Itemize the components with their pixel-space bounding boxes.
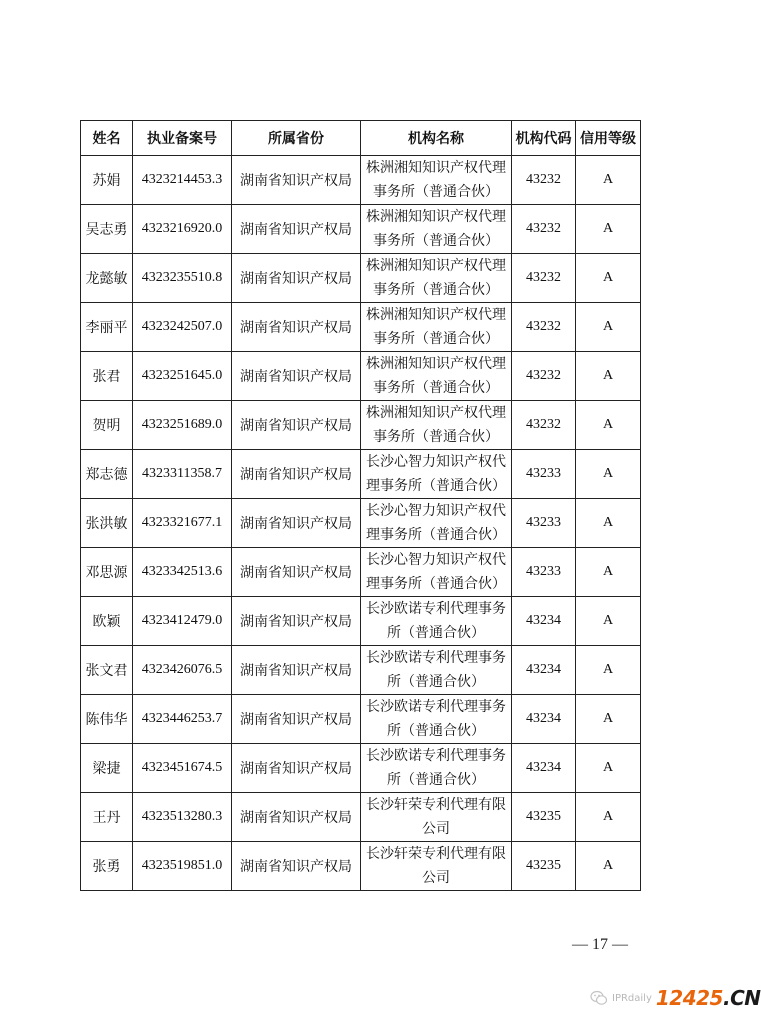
cell-org-name	[361, 744, 512, 793]
org-name-line-2: 事务所（普通合伙）	[373, 233, 499, 249]
cell-name: 苏娟	[81, 156, 133, 205]
site-logo-suffix: .CN	[722, 986, 761, 1010]
cell-org-code: 43235	[512, 842, 576, 891]
table-row	[81, 205, 641, 254]
cell-name: 张勇	[81, 842, 133, 891]
header-org-name: 机构名称	[361, 121, 512, 156]
org-name-line-2: 理事务所（普通合伙）	[366, 576, 506, 592]
table-body	[81, 156, 641, 891]
org-name-line-2: 所（普通合伙）	[387, 674, 485, 690]
cell-org-code: 43232	[512, 205, 576, 254]
cell-province: 湖南省知识产权局	[232, 842, 361, 891]
cell-org-name	[361, 842, 512, 891]
org-name-line-2: 理事务所（普通合伙）	[366, 527, 506, 543]
cell-record-no: 4323242507.0	[133, 303, 232, 352]
org-name-line-1: 长沙轩荣专利代理有限	[366, 797, 506, 813]
cell-record-no: 4323214453.3	[133, 156, 232, 205]
cell-province: 湖南省知识产权局	[232, 156, 361, 205]
cell-record-no: 4323342513.6	[133, 548, 232, 597]
org-name-line-1: 长沙欧诺专利代理事务	[366, 650, 506, 666]
cell-record-no: 4323412479.0	[133, 597, 232, 646]
org-name-line-2: 所（普通合伙）	[387, 625, 485, 641]
org-name-line-1: 长沙欧诺专利代理事务	[366, 699, 506, 715]
cell-province: 湖南省知识产权局	[232, 352, 361, 401]
cell-credit-grade: A	[576, 352, 641, 401]
watermark-faint-text: IPRdaily	[612, 992, 652, 1004]
header-credit-grade: 信用等级	[576, 121, 641, 156]
table-row	[81, 793, 641, 842]
org-name-line-2: 公司	[422, 821, 450, 837]
org-name-line-1: 株洲湘知知识产权代理	[366, 209, 506, 225]
cell-org-code: 43235	[512, 793, 576, 842]
cell-org-name	[361, 793, 512, 842]
org-name-line-1: 长沙心智力知识产权代	[366, 454, 506, 470]
cell-org-name	[361, 303, 512, 352]
org-name-line-1: 长沙心智力知识产权代	[366, 503, 506, 519]
table-row	[81, 548, 641, 597]
org-name-line-2: 事务所（普通合伙）	[373, 380, 499, 396]
org-name-line-1: 株洲湘知知识产权代理	[366, 356, 506, 372]
cell-org-name	[361, 695, 512, 744]
cell-province: 湖南省知识产权局	[232, 646, 361, 695]
org-name-line-2: 事务所（普通合伙）	[373, 184, 499, 200]
cell-org-name	[361, 548, 512, 597]
cell-credit-grade: A	[576, 401, 641, 450]
site-logo-main: 12425	[655, 986, 723, 1010]
cell-name: 郑志德	[81, 450, 133, 499]
cell-credit-grade: A	[576, 548, 641, 597]
cell-province: 湖南省知识产权局	[232, 695, 361, 744]
cell-org-name	[361, 205, 512, 254]
cell-org-code: 43234	[512, 744, 576, 793]
table-row	[81, 597, 641, 646]
cell-record-no: 4323311358.7	[133, 450, 232, 499]
page-number: — 17 —	[572, 936, 628, 953]
header-record-no: 执业备案号	[133, 121, 232, 156]
header-org-code: 机构代码	[512, 121, 576, 156]
table-row	[81, 401, 641, 450]
cell-credit-grade: A	[576, 842, 641, 891]
cell-credit-grade: A	[576, 597, 641, 646]
cell-org-name	[361, 254, 512, 303]
cell-record-no: 4323513280.3	[133, 793, 232, 842]
cell-credit-grade: A	[576, 303, 641, 352]
table-row	[81, 842, 641, 891]
cell-record-no: 4323216920.0	[133, 205, 232, 254]
org-name-line-2: 所（普通合伙）	[387, 772, 485, 788]
cell-org-code: 43233	[512, 450, 576, 499]
cell-credit-grade: A	[576, 450, 641, 499]
header-name: 姓名	[81, 121, 133, 156]
cell-province: 湖南省知识产权局	[232, 597, 361, 646]
cell-org-code: 43232	[512, 156, 576, 205]
site-logo	[656, 986, 761, 1010]
cell-province: 湖南省知识产权局	[232, 548, 361, 597]
cell-credit-grade: A	[576, 646, 641, 695]
org-name-line-2: 事务所（普通合伙）	[373, 429, 499, 445]
cell-record-no: 4323446253.7	[133, 695, 232, 744]
wechat-icon	[590, 989, 608, 1007]
org-name-line-1: 株洲湘知知识产权代理	[366, 405, 506, 421]
cell-org-name	[361, 450, 512, 499]
cell-org-name	[361, 597, 512, 646]
org-name-line-1: 长沙欧诺专利代理事务	[366, 601, 506, 617]
header-province: 所属省份	[232, 121, 361, 156]
org-name-line-1: 株洲湘知知识产权代理	[366, 307, 506, 323]
cell-org-code: 43233	[512, 499, 576, 548]
org-name-line-1: 长沙心智力知识产权代	[366, 552, 506, 568]
org-name-line-2: 事务所（普通合伙）	[373, 331, 499, 347]
cell-credit-grade: A	[576, 793, 641, 842]
cell-province: 湖南省知识产权局	[232, 744, 361, 793]
org-name-line-2: 理事务所（普通合伙）	[366, 478, 506, 494]
cell-org-code: 43233	[512, 548, 576, 597]
cell-province: 湖南省知识产权局	[232, 303, 361, 352]
cell-org-name	[361, 156, 512, 205]
cell-province: 湖南省知识产权局	[232, 401, 361, 450]
cell-record-no: 4323251689.0	[133, 401, 232, 450]
table-header-row	[81, 121, 641, 156]
cell-credit-grade: A	[576, 695, 641, 744]
cell-org-name	[361, 401, 512, 450]
table-row	[81, 303, 641, 352]
cell-province: 湖南省知识产权局	[232, 450, 361, 499]
cell-name: 邓思源	[81, 548, 133, 597]
cell-org-code: 43232	[512, 303, 576, 352]
cell-record-no: 4323451674.5	[133, 744, 232, 793]
cell-org-code: 43232	[512, 254, 576, 303]
cell-name: 张文君	[81, 646, 133, 695]
org-name-line-1: 株洲湘知知识产权代理	[366, 160, 506, 176]
table-row	[81, 499, 641, 548]
cell-name: 王丹	[81, 793, 133, 842]
cell-name: 张洪敏	[81, 499, 133, 548]
org-name-line-1: 长沙轩荣专利代理有限	[366, 846, 506, 862]
cell-province: 湖南省知识产权局	[232, 499, 361, 548]
cell-record-no: 4323251645.0	[133, 352, 232, 401]
cell-credit-grade: A	[576, 156, 641, 205]
cell-credit-grade: A	[576, 744, 641, 793]
org-name-line-1: 长沙欧诺专利代理事务	[366, 748, 506, 764]
cell-name: 吴志勇	[81, 205, 133, 254]
cell-org-code: 43232	[512, 401, 576, 450]
cell-name: 欧颖	[81, 597, 133, 646]
cell-record-no: 4323235510.8	[133, 254, 232, 303]
table-row	[81, 156, 641, 205]
table-row	[81, 450, 641, 499]
cell-name: 梁捷	[81, 744, 133, 793]
table-row	[81, 695, 641, 744]
cell-record-no: 4323519851.0	[133, 842, 232, 891]
org-name-line-1: 株洲湘知知识产权代理	[366, 258, 506, 274]
cell-org-code: 43234	[512, 597, 576, 646]
cell-province: 湖南省知识产权局	[232, 254, 361, 303]
cell-name: 陈伟华	[81, 695, 133, 744]
cell-credit-grade: A	[576, 499, 641, 548]
cell-org-code: 43234	[512, 646, 576, 695]
table-row	[81, 254, 641, 303]
cell-province: 湖南省知识产权局	[232, 205, 361, 254]
table-row	[81, 646, 641, 695]
cell-record-no: 4323321677.1	[133, 499, 232, 548]
cell-org-name	[361, 352, 512, 401]
watermark	[590, 985, 761, 1011]
org-name-line-2: 公司	[422, 870, 450, 886]
cell-org-name	[361, 646, 512, 695]
cell-org-name	[361, 499, 512, 548]
cell-org-code: 43234	[512, 695, 576, 744]
cell-credit-grade: A	[576, 254, 641, 303]
cell-name: 张君	[81, 352, 133, 401]
table-row	[81, 352, 641, 401]
table-row	[81, 744, 641, 793]
cell-record-no: 4323426076.5	[133, 646, 232, 695]
cell-org-code: 43232	[512, 352, 576, 401]
cell-name: 李丽平	[81, 303, 133, 352]
cell-name: 龙懿敏	[81, 254, 133, 303]
cell-name: 贺明	[81, 401, 133, 450]
org-name-line-2: 所（普通合伙）	[387, 723, 485, 739]
cell-credit-grade: A	[576, 205, 641, 254]
agent-credit-table	[80, 120, 641, 891]
cell-province: 湖南省知识产权局	[232, 793, 361, 842]
org-name-line-2: 事务所（普通合伙）	[373, 282, 499, 298]
